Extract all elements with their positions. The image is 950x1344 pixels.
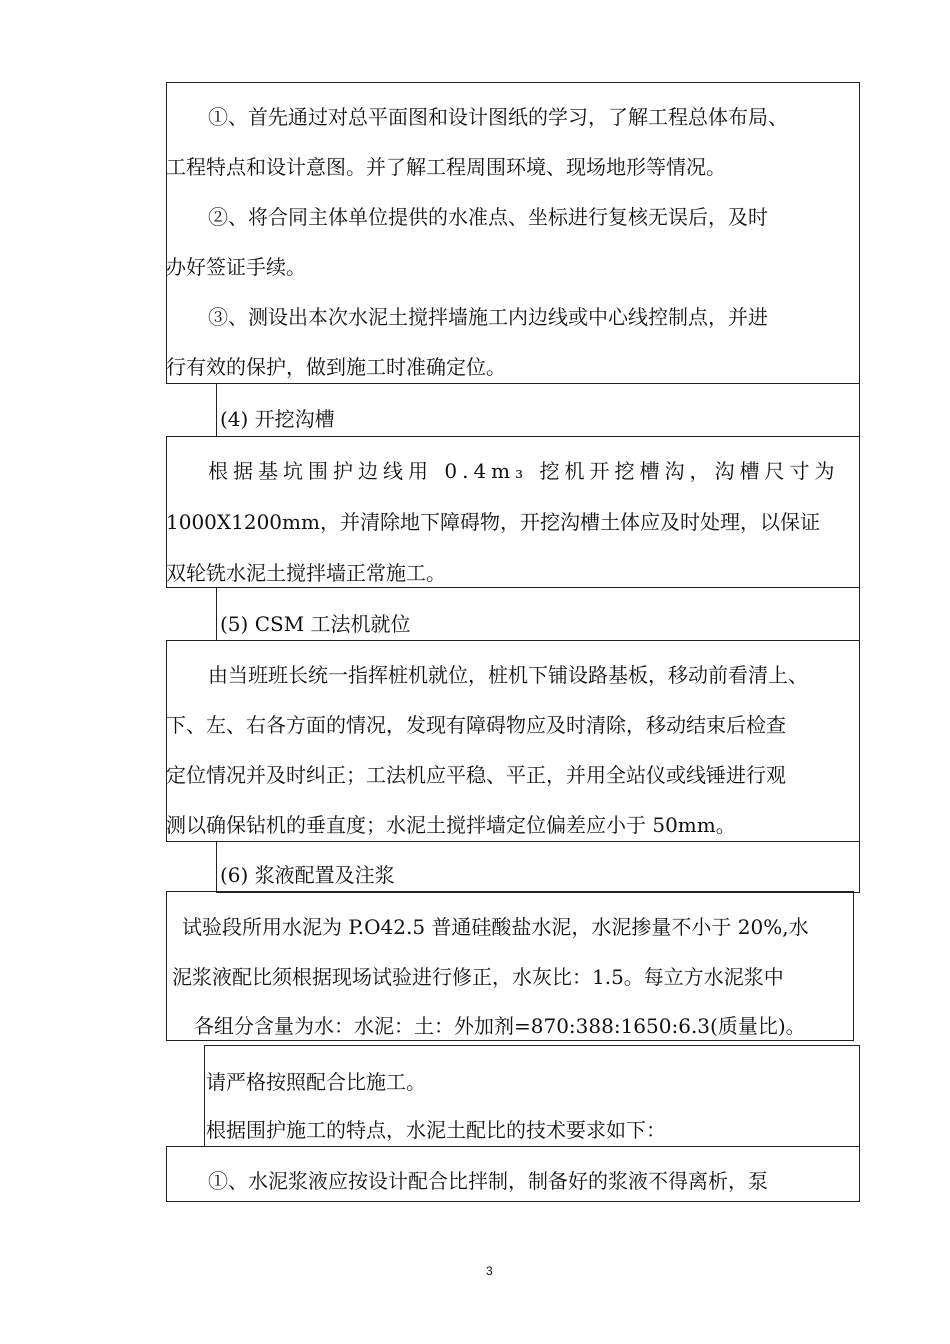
paragraph-line: 1000X1200mm，并清除地下障碍物，开挖沟槽土体应及时处理，以保证 (166, 510, 820, 534)
paragraph-line: ①、水泥浆液应按设计配合比拌制，制备好的浆液不得离析，泵 (208, 1169, 768, 1193)
paragraph-line: 定位情况并及时纠正；工法机应平稳、平正，并用全站仪或线锤进行观 (166, 763, 786, 787)
section-heading: (6) 浆液配置及注浆 (220, 863, 395, 887)
paragraph-line: 泥浆液配比须根据现场试验进行修正，水灰比：1.5。每立方水泥浆中 (172, 965, 784, 989)
paragraph-line: 行有效的保护，做到施工时准确定位。 (166, 355, 506, 379)
paragraph-line: 测以确保钻机的垂直度；水泥土搅拌墙定位偏差应小于 50mm。 (166, 813, 736, 837)
section-heading: (4) 开挖沟槽 (220, 407, 335, 431)
paragraph-line: 根据围护施工的特点，水泥土配比的技术要求如下： (206, 1118, 666, 1142)
paragraph-line: ②、将合同主体单位提供的水准点、坐标进行复核无误后，及时 (208, 205, 768, 229)
paragraph-line: ①、首先通过对总平面图和设计图纸的学习，了解工程总体布局、 (208, 105, 788, 129)
paragraph-line: 双轮铣水泥土搅拌墙正常施工。 (166, 561, 446, 585)
paragraph-line: 工程特点和设计意图。并了解工程周围环境、现场地形等情况。 (166, 155, 726, 179)
page-number: 3 (486, 1264, 493, 1278)
section-heading: (5) CSM 工法机就位 (220, 612, 411, 636)
paragraph-line: 由当班班长统一指挥桩机就位，桩机下铺设路基板，移动前看清上、 (208, 663, 808, 687)
paragraph-line: 各组分含量为水：水泥：土：外加剂=870:388:1650:6.3(质量比)。 (194, 1014, 806, 1038)
paragraph-line: 试验段所用水泥为 P.O42.5 普通硅酸盐水泥，水泥掺量不小于 20%,水 (182, 915, 809, 939)
paragraph-line: ③、测设出本次水泥土搅拌墙施工内边线或中心线控制点，并进 (208, 305, 768, 329)
paragraph-line: 办好签证手续。 (166, 255, 306, 279)
paragraph-line: 下、左、右各方面的情况，发现有障碍物应及时清除，移动结束后检查 (166, 713, 786, 737)
paragraph-line: 根据基坑围护边线用 0.4m₃ 挖机开挖槽沟，沟槽尺寸为 (208, 459, 840, 483)
paragraph-line: 请严格按照配合比施工。 (206, 1070, 426, 1094)
